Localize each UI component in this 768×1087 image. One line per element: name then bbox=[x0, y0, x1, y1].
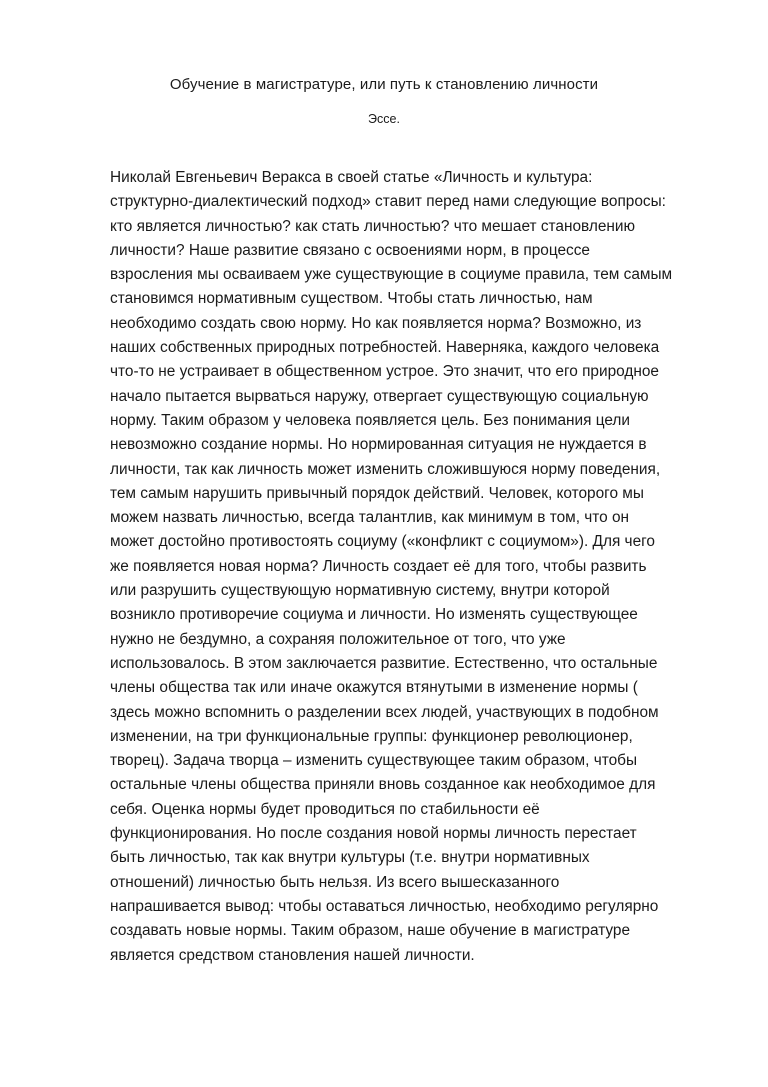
essay-line: структурно-диалектический подход» ставит перед нами следующие вопросы: bbox=[110, 193, 666, 211]
essay-line: Николай Евгеньевич Веракса в своей статье «Личность и культура: bbox=[110, 169, 593, 186]
essay-line: здесь можно вспомнить о разделении всех людей, участвующих в подобном bbox=[110, 703, 659, 721]
essay-line: изменении, на три функциональные группы: функционер революционер, bbox=[110, 727, 633, 745]
essay-line: возникло противоречие социума и личности. Но изменять существующее bbox=[110, 606, 638, 624]
essay-line: наших собственных природных потребностей. Наверняка, каждого человека bbox=[110, 339, 660, 357]
essay-line: может достойно противостоять социуму («конфликт с социумом»). Для чего bbox=[110, 533, 655, 551]
essay-line: быть личностью, так как внутри культуры (т.е. внутри нормативных bbox=[110, 849, 590, 867]
essay-line: кто является личностью? как стать личностью? что мешает становлению bbox=[110, 217, 636, 235]
essay-line: напрашивается вывод: чтобы оставаться личностью, необходимо регулярно bbox=[110, 897, 659, 915]
essay-line: становимся нормативным существом. Чтобы стать личностью, нам bbox=[110, 290, 593, 308]
essay-line: невозможно создание нормы. Но нормированная ситуация не нуждается в bbox=[110, 436, 647, 454]
essay-line: личности? Наше развитие связано с освоениями норм, в процессе bbox=[110, 241, 590, 259]
essay-line: взросления мы осваиваем уже существующие в социуме правила, тем самым bbox=[110, 266, 673, 284]
essay-line: личности, так как личность может изменить сложившуюся норму поведения, bbox=[110, 460, 661, 478]
essay-line: или разрушить существующую нормативную систему, внутри которой bbox=[110, 582, 610, 600]
essay-line: норму. Таким образом у человека появляется цель. Без понимания цели bbox=[110, 411, 630, 429]
essay-line: отношений) личностью быть нельзя. Из всего вышесказанного bbox=[110, 873, 560, 891]
essay-line: необходимо создать свою норму. Но как появляется норма? Возможно, из bbox=[110, 314, 642, 332]
essay-line: члены общества так или иначе окажутся втянутыми в изменение нормы ( bbox=[110, 679, 638, 697]
essay-line: является средством становления нашей личности. bbox=[110, 946, 475, 964]
essay-line: творец). Задача творца – изменить существующее таким образом, чтобы bbox=[110, 752, 638, 770]
essay-line: себя. Оценка нормы будет проводиться по стабильности её bbox=[110, 800, 540, 818]
essay-body bbox=[110, 166, 720, 968]
essay-line: использовалось. В этом заключается развитие. Естественно, что остальные bbox=[110, 654, 658, 672]
essay-line: создавать новые нормы. Таким образом, наше обучение в магистратуре bbox=[110, 922, 631, 940]
essay-line: функционирования. Но после создания новой нормы личность перестает bbox=[110, 825, 637, 843]
essay-line: нужно не бездумно, а сохраняя положительное от того, что уже bbox=[110, 630, 566, 648]
essay-line: остальные члены общества приняли вновь созданное как необходимое для bbox=[110, 776, 656, 794]
essay-line: что-то не устраивает в общественном устрое. Это значит, что его природное bbox=[110, 363, 659, 381]
document-title: Обучение в магистратуре, или путь к становлению личности bbox=[169, 76, 599, 93]
essay-line: же появляется новая норма? Личность создает её для того, чтобы развить bbox=[110, 557, 647, 575]
document-subtitle: Эссе. bbox=[368, 112, 400, 126]
essay-line: тем самым нарушить привычный порядок действий. Человек, которого мы bbox=[110, 484, 644, 502]
essay-line: можем назвать личностью, всегда талантлив, как минимум в том, что он bbox=[110, 509, 630, 527]
essay-line: начало пытается вырваться наружу, отвергает существующую социальную bbox=[110, 387, 649, 405]
